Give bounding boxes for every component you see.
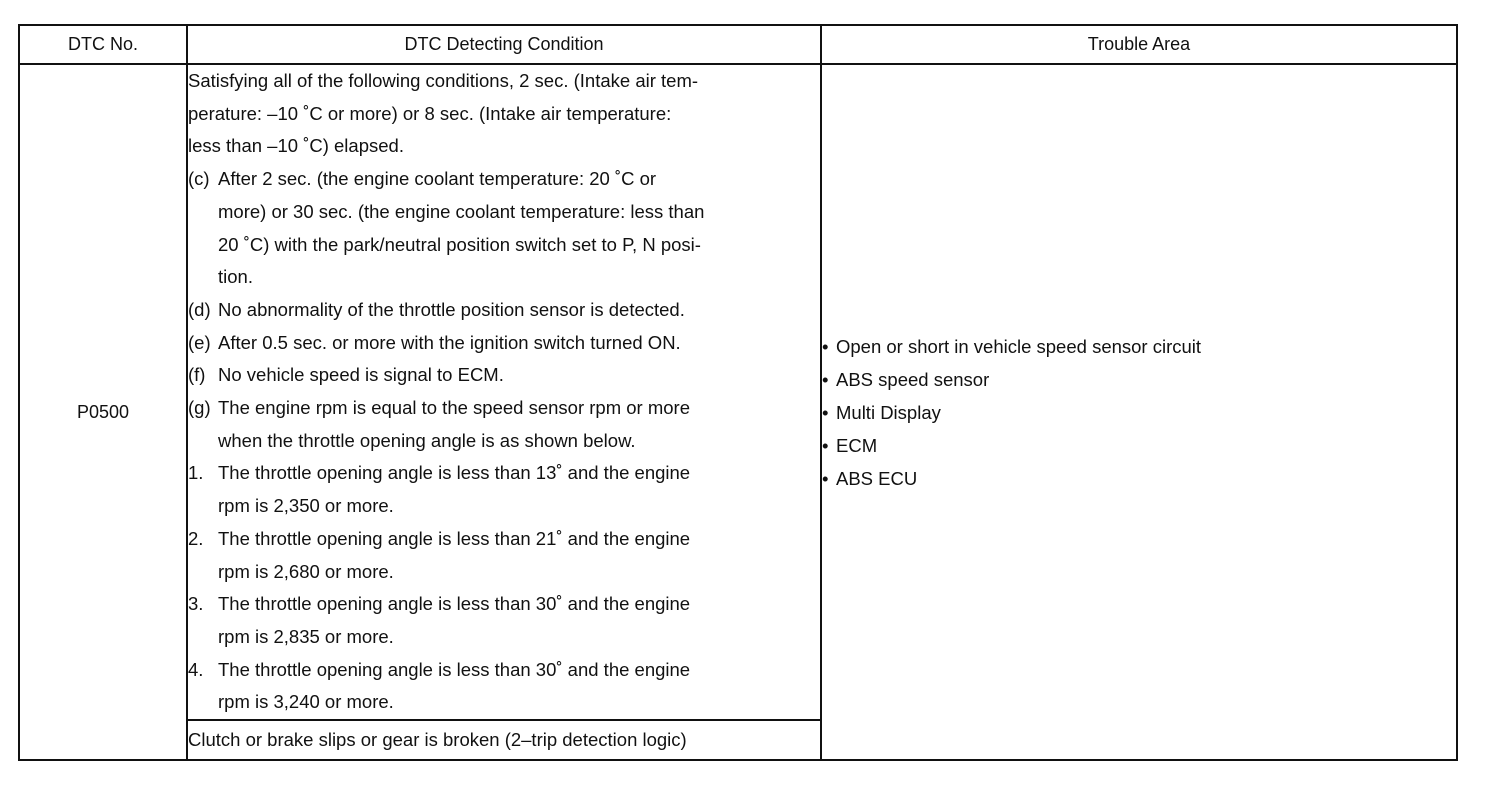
condition-item-line: rpm is 2,680 or more. (218, 560, 394, 582)
trouble-area-item-text: ABS ECU (836, 467, 918, 489)
condition-item-marker: (e) (188, 331, 211, 353)
condition-item-text (218, 327, 820, 360)
condition-item-text (218, 588, 820, 653)
condition-item-line: After 2 sec. (the engine coolant temperature: 20 ˚C or (218, 168, 657, 190)
bullet-icon: • (822, 467, 829, 489)
condition-item (188, 523, 820, 588)
bullet-icon: • (822, 434, 829, 456)
header-trouble-area: Trouble Area (821, 25, 1457, 64)
condition-item (188, 359, 820, 392)
detecting-condition-2trip: Clutch or brake slips or gear is broken (2–trip detection logic) (187, 720, 821, 760)
condition-item-line: tion. (218, 266, 253, 288)
condition-item-line: No abnormality of the throttle position sensor is detected. (218, 298, 685, 320)
condition-item-line: rpm is 3,240 or more. (218, 691, 394, 713)
dtc-code: P0500 (19, 64, 187, 760)
condition-item (188, 294, 820, 327)
condition-item-marker: (d) (188, 298, 211, 320)
trouble-area-item (822, 396, 1456, 429)
condition-item-marker: (c) (188, 168, 210, 190)
condition-item-line: more) or 30 sec. (the engine coolant temperature: less than (218, 200, 705, 222)
bullet-icon: • (822, 368, 829, 390)
condition-item-line: After 0.5 sec. or more with the ignition switch turned ON. (218, 331, 681, 353)
condition-item-marker: (f) (188, 364, 206, 386)
bullet-icon: • (822, 401, 829, 423)
condition-item-text (218, 359, 820, 392)
condition-item-text (218, 523, 820, 588)
trouble-area-cell (821, 64, 1457, 760)
condition-item-line: The throttle opening angle is less than 13˚ and the engine (218, 462, 691, 484)
condition-item-line: rpm is 2,835 or more. (218, 625, 394, 647)
condition-item-line: rpm is 2,350 or more. (218, 495, 394, 517)
header-row (19, 25, 1457, 64)
condition-item-line: The throttle opening angle is less than 21˚ and the engine (218, 527, 691, 549)
condition-items (188, 163, 820, 719)
condition-intro-line: Satisfying all of the following conditions, 2 sec. (Intake air tem- (188, 70, 699, 91)
condition-item-text (218, 294, 820, 327)
trouble-area-item-text: ABS speed sensor (836, 368, 990, 390)
condition-item-line: No vehicle speed is signal to ECM. (218, 364, 504, 386)
trouble-area-item (822, 330, 1456, 363)
condition-item-line: The throttle opening angle is less than 30˚ and the engine (218, 593, 691, 615)
condition-item-text (218, 457, 820, 522)
bullet-icon: • (822, 335, 829, 357)
condition-item (188, 163, 820, 294)
trouble-area-item-text: Multi Display (836, 401, 941, 423)
header-dtc-no: DTC No. (19, 25, 187, 64)
condition-item-line: The engine rpm is equal to the speed sensor rpm or more (218, 397, 690, 419)
condition-item-marker: 4. (188, 658, 204, 680)
condition-item (188, 457, 820, 522)
table-row (19, 64, 1457, 720)
header-detecting-condition: DTC Detecting Condition (187, 25, 821, 64)
condition-item (188, 588, 820, 653)
trouble-area-item (822, 462, 1456, 495)
condition-item-marker: (g) (188, 397, 211, 419)
condition-item-text (218, 392, 820, 457)
condition-item-marker: 2. (188, 527, 204, 549)
condition-item (188, 327, 820, 360)
condition-item-text (218, 163, 820, 294)
trouble-area-item-text: ECM (836, 434, 878, 456)
trouble-area-item (822, 429, 1456, 462)
trouble-area-item-text: Open or short in vehicle speed sensor circuit (836, 335, 1202, 357)
dtc-table (18, 24, 1458, 761)
condition-intro-line: perature: –10 ˚C or more) or 8 sec. (Intake air temperature: (188, 102, 672, 124)
condition-item-line: 20 ˚C) with the park/neutral position switch set to P, N posi- (218, 233, 701, 255)
condition-item-marker: 3. (188, 593, 204, 615)
condition-item (188, 654, 820, 719)
condition-item (188, 392, 820, 457)
condition-item-line: when the throttle opening angle is as shown below. (218, 429, 636, 451)
trouble-area-list (822, 330, 1456, 495)
trouble-area-item (822, 363, 1456, 396)
condition-intro-line: less than –10 ˚C) elapsed. (188, 135, 404, 157)
condition-item-text (218, 654, 820, 719)
condition-item-line: The throttle opening angle is less than 30˚ and the engine (218, 658, 691, 680)
condition-item-marker: 1. (188, 462, 204, 484)
detecting-condition-cell (187, 64, 821, 720)
